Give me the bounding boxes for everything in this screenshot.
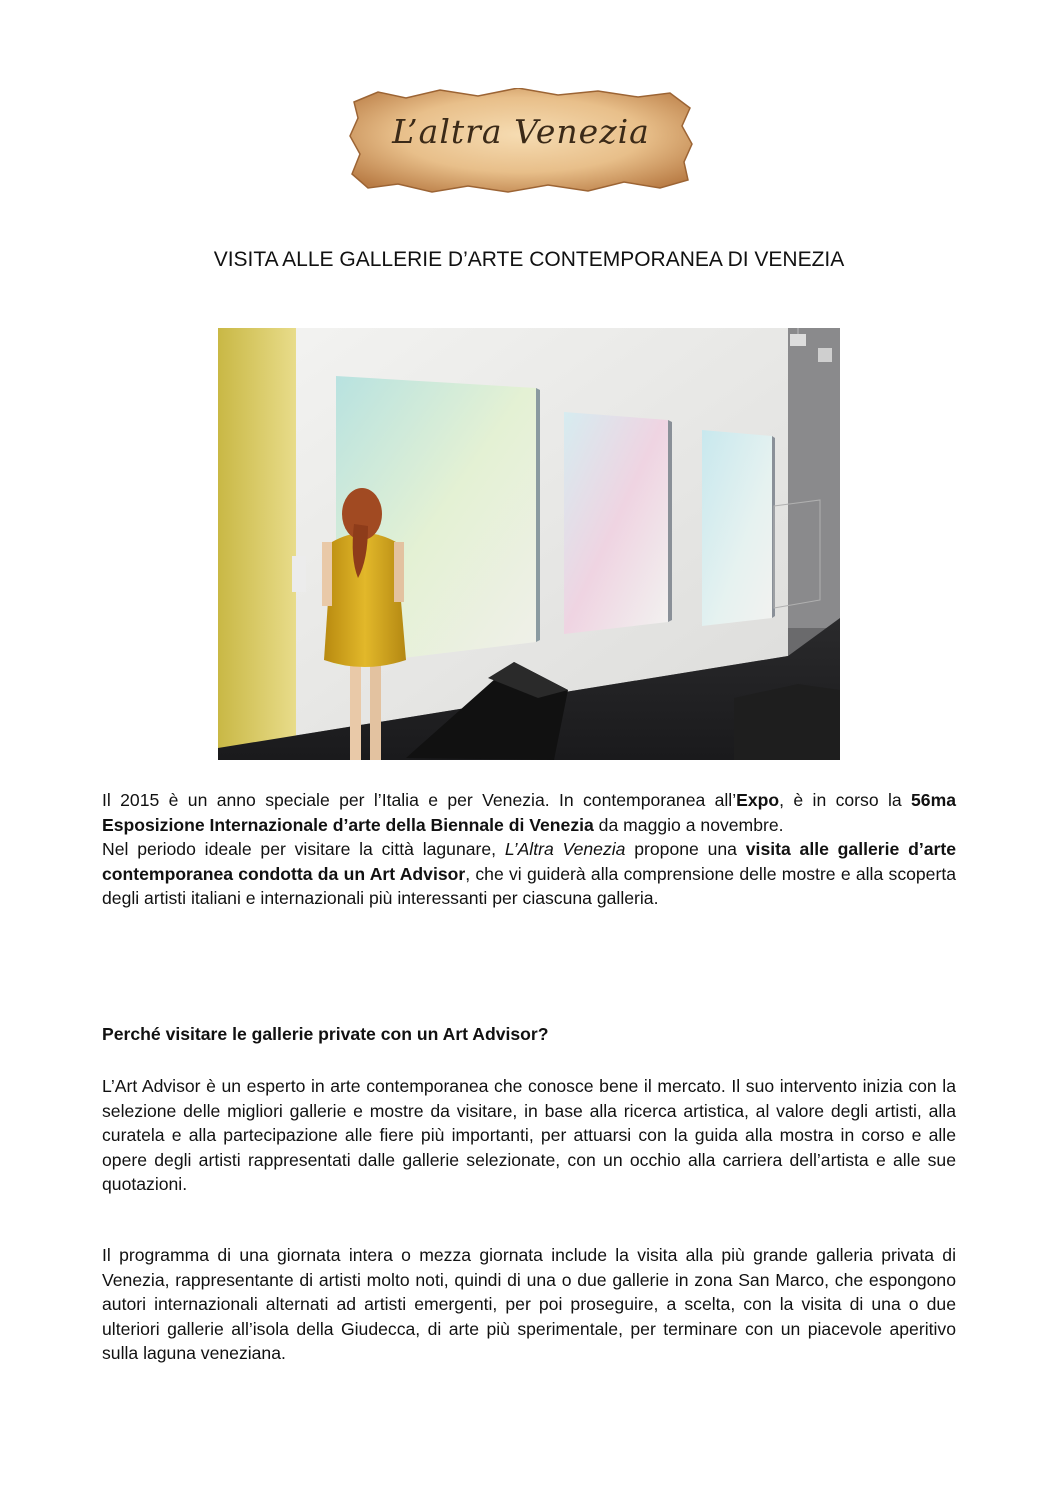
visit-text-2: propone una	[625, 839, 746, 860]
gallery-photo	[218, 328, 840, 760]
intro-paragraph	[102, 788, 956, 911]
intro-text-2: , è in corso la	[779, 790, 912, 810]
advisor-paragraph: L’Art Advisor è un esperto in arte contemporanea che conosce bene il mercato. Il suo intervento inizia con la selezione delle migliori gallerie e mostre da visitare, in base alla ricerca artistica, al valore degli artisti, alla curatela e alla partecipazione alle fiere più importanti, per attuarsi con la guida alla mostra in corso e alle opere degli artisti rappresentati dalle gallerie selezionate, con un occhio alla carriera dell’artista e alle sue quotazioni.	[102, 1076, 956, 1195]
intro-text-3: da maggio a novembre.	[593, 814, 784, 835]
visit-offer-text: visita alle gallerie d’arte contemporanea condotta da un Art Advisor	[102, 839, 956, 884]
visit-line	[102, 837, 956, 911]
section-heading: Perché visitare le gallerie private con un Art Advisor?	[102, 1024, 549, 1044]
visit-text-1: Nel periodo ideale per visitare la città lagunare,	[102, 839, 505, 860]
logo-text: L’altra Venezia	[392, 112, 650, 151]
visit-text-3: , che vi guiderà alla comprensione delle mostre e alla scoperta degli artisti italiani e internazionali più interessanti per ciascuna galleria.	[102, 863, 956, 909]
intro-text-1: Il 2015 è un anno speciale per l’Italia e per Venezia. In contemporanea all’	[102, 790, 737, 810]
biennale-text: 56ma Esposizione Internazionale d’arte della Biennale di Venezia	[102, 790, 957, 835]
page-title: VISITA ALLE GALLERIE D’ARTE CONTEMPORANEA DI VENEZIA	[213, 248, 845, 271]
expo-text: Expo	[736, 790, 780, 810]
program-paragraph: Il programma di una giornata intera o mezza giornata include la visita alla più grande galleria privata di Venezia, rappresentante di artisti molto noti, quindi di una o due gallerie in zona San Marco, che espongono autori internazionali alternati ad artisti emergenti, per poi proseguire, a scelta, con la visita di una o due ulteriori gallerie all’isola della Giudecca, di arte più sperimentale, per terminare con un piacevole aperitivo sulla laguna veneziana.	[102, 1245, 956, 1364]
brand-name-text: L’Altra Venezia	[504, 839, 626, 860]
brand-logo	[348, 88, 694, 194]
